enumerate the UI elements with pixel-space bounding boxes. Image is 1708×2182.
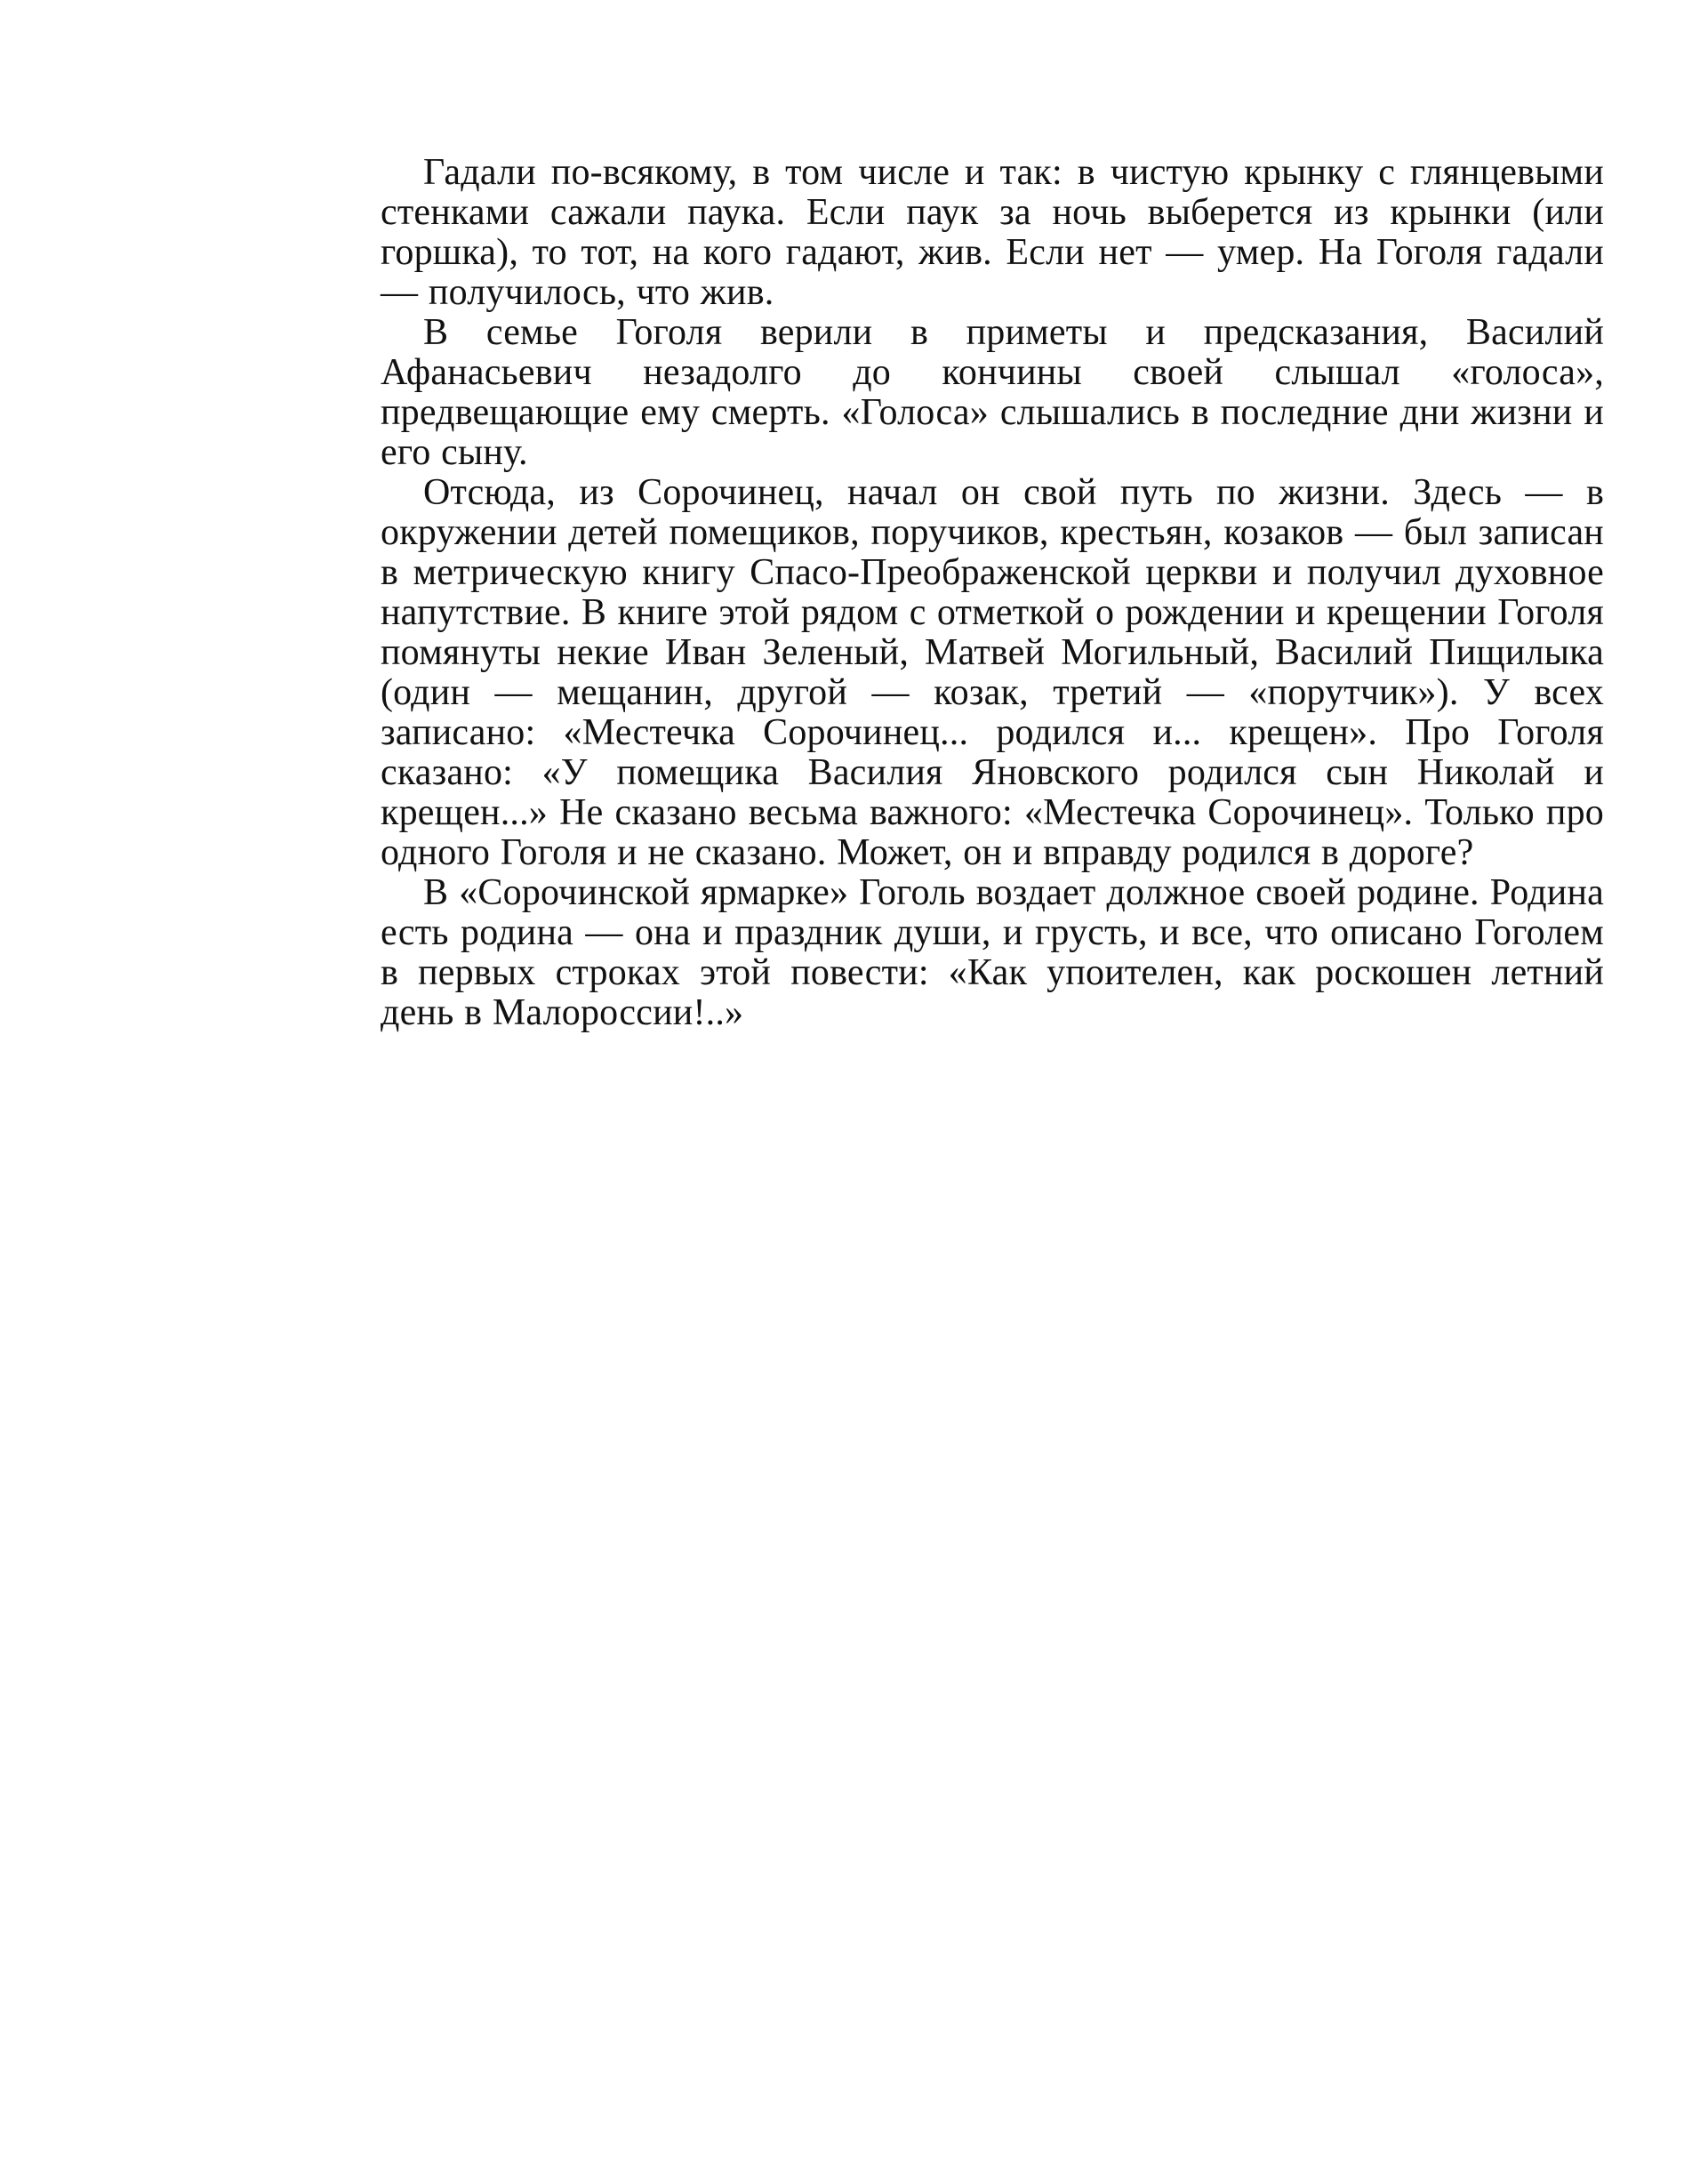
paragraph-3: Отсюда, из Сорочинец, начал он свой путь по жизни. Здесь — в окружении детей помещиков, поручиков, крестьян, козаков — был записан в метрическую книгу Спасо-Преображенской церкви и получил духовное напутствие. В книге этой рядом с отметкой о рождении и крещении Гоголя помянуты некие Иван Зеленый, Матвей Могильный, Василий Пищилыка (один — мещанин, другой — козак, третий — «порутчик»). У всех записано: «Местечка Сорочинец... родился и... крещен». Про Гоголя сказано: «У помещика Василия Яновского родился сын Николай и крещен...» Не сказано весьма важного: «Местечка Сорочинец». Только про одного Гоголя и не сказано. Может, он и вправду родился в дороге? <box>381 472 1604 873</box>
body-text <box>381 153 1604 1033</box>
paragraph-2: В семье Гоголя верили в приметы и предсказания, Василий Афанасьевич незадолго до кончины своей слышал «голоса», предвещающие ему смерть. «Голоса» слышались в последние дни жизни и его сыну. <box>381 312 1604 473</box>
paragraph-4: В «Сорочинской ярмарке» Гоголь воздает должное своей родине. Родина есть родина — она и праздник души, и грусть, и все, что описано Гоголем в первых строках этой повести: «Как упоителен, как роскошен летний день в Малороссии!..» <box>381 872 1604 1033</box>
paragraph-1: Гадали по-всякому, в том числе и так: в чистую крынку с глянцевыми стенками сажали паука. Если паук за ночь выберется из крынки (или горшка), то тот, на кого гадают, жив. Если нет — умер. На Гоголя гадали — получилось, что жив. <box>381 152 1604 313</box>
